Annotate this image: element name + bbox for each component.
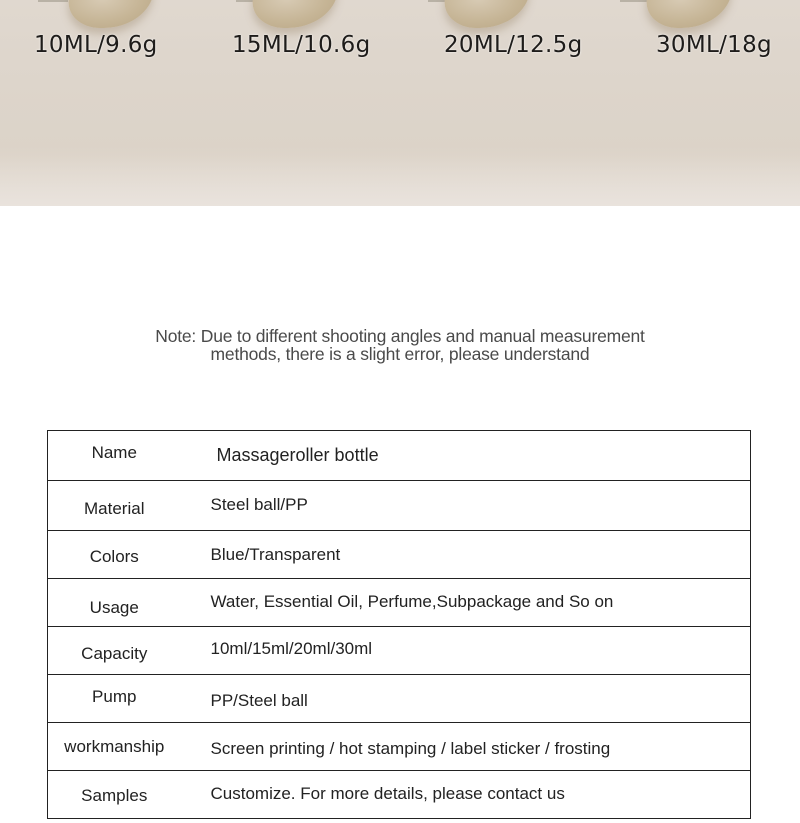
spec-table [47,430,751,819]
spec-key-pump: Pump [48,675,181,723]
spec-key-samples: Samples [48,771,181,819]
product-photo-sizes [0,0,800,206]
size-label-20ml: 20ML/12.5g [444,32,583,58]
spec-value-pump: PP/Steel ball [181,675,751,723]
spec-key-colors: Colors [48,531,181,579]
spec-key-workmanship: workmanship [48,723,181,771]
spec-value-material: Steel ball/PP [181,481,751,531]
bottle-15ml-base [250,0,338,28]
size-label-10ml: 10ML/9.6g [34,32,158,58]
spec-key-capacity: Capacity [48,627,181,675]
size-label-15ml: 15ML/10.6g [232,32,371,58]
spec-value-workmanship: Screen printing / hot stamping / label sticker / frosting [181,723,751,771]
table-row [48,771,751,819]
table-row [48,579,751,627]
table-row [48,431,751,481]
table-row [48,723,751,771]
table-row [48,627,751,675]
spec-value-colors: Blue/Transparent [181,531,751,579]
spec-key-usage: Usage [48,579,181,627]
size-label-30ml: 30ML/18g [656,32,772,58]
spec-value-name: Massageroller bottle [181,431,751,481]
spec-value-capacity: 10ml/15ml/20ml/30ml [181,627,751,675]
bottle-20ml-base [442,0,530,28]
spec-key-name: Name [48,431,181,481]
spec-key-material: Material [48,481,181,531]
bottle-10ml-base [66,0,154,28]
table-row [48,481,751,531]
bottle-30ml-base [644,0,732,28]
spec-value-samples: Customize. For more details, please contact us [181,771,751,819]
spec-value-usage: Water, Essential Oil, Perfume,Subpackage and So on [181,579,751,627]
measurement-note [0,327,800,363]
table-row [48,675,751,723]
note-line-1: Note: Due to different shooting angles and manual measurement [155,326,645,346]
bottle-cap [620,0,650,2]
table-row [48,531,751,579]
note-line-2: methods, there is a slight error, please understand [210,344,590,364]
bottle-cap [38,0,68,2]
